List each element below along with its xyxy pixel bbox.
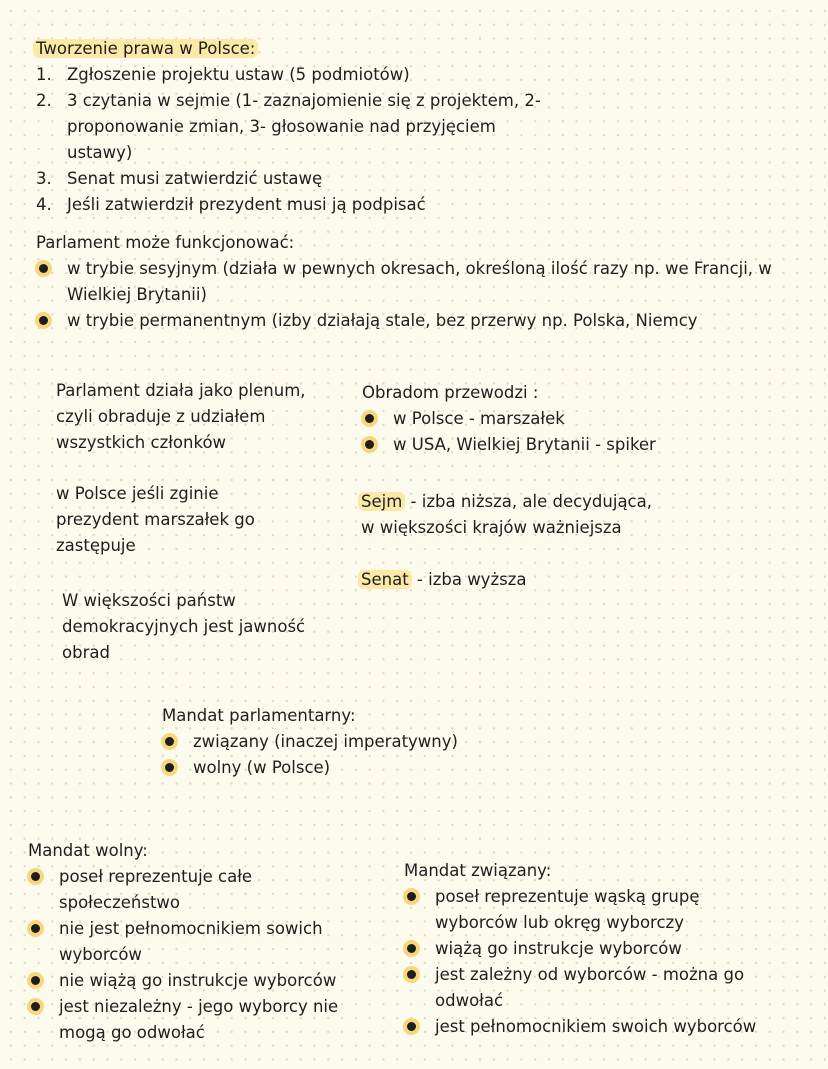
plenum-note: Parlament działa jako plenum, czyli obraduje z udziałem wszystkich członków bbox=[56, 381, 306, 452]
list-number: 2. bbox=[36, 91, 52, 110]
list-item-text: nie wiążą go instrukcje wyborców bbox=[59, 971, 337, 990]
list-item-text: jest pełnomocnikiem swoich wyborców bbox=[435, 1017, 757, 1036]
list-item-text: poseł reprezentuje wąską grupę bbox=[435, 887, 700, 906]
list-item-text: Senat musi zatwierdzić ustawę bbox=[67, 169, 323, 188]
list-item-text: związany (inaczej imperatywny) bbox=[193, 732, 458, 751]
list-item-text: odwołać bbox=[435, 991, 504, 1010]
sejm-term: Sejm bbox=[358, 492, 405, 511]
bound-mandate-item bbox=[404, 884, 804, 936]
list-item-text: Jeśli zatwierdził prezydent musi ją podpisać bbox=[67, 195, 426, 214]
bullet-dot-icon bbox=[31, 924, 40, 933]
list-item-text: w trybie permanentnym (izby działają stale, bez przerwy np. Polska, Niemcy bbox=[67, 311, 698, 330]
bullet-dot-icon bbox=[365, 414, 374, 423]
list-item-text: jest zależny od wyborców - można go bbox=[435, 965, 745, 984]
bullet-dot-icon bbox=[407, 892, 416, 901]
bound-mandate-item bbox=[404, 962, 804, 1014]
free-mandate-item bbox=[28, 916, 388, 968]
lawmaking-section bbox=[36, 36, 596, 218]
bound-mandate-item bbox=[404, 936, 804, 962]
list-item-text: Wielkiej Brytanii) bbox=[67, 285, 207, 304]
list-item-text: wolny (w Polsce) bbox=[193, 758, 331, 777]
mandate-type-item bbox=[162, 755, 502, 781]
list-item-text: mogą go odwołać bbox=[59, 1023, 205, 1042]
list-item-text: wyborców bbox=[59, 945, 142, 964]
parliament-modes-section bbox=[36, 230, 806, 334]
list-item-text: poseł reprezentuje całe bbox=[59, 867, 253, 886]
bullet-dot-icon bbox=[31, 976, 40, 985]
free-mandate-section bbox=[28, 838, 388, 1046]
parliament-mode-item bbox=[36, 256, 806, 308]
bullet-dot-icon bbox=[165, 763, 174, 772]
bullet-dot-icon bbox=[365, 440, 374, 449]
list-number: 1. bbox=[36, 65, 52, 84]
bullet-dot-icon bbox=[407, 1022, 416, 1031]
list-item-text: społeczeństwo bbox=[59, 893, 181, 912]
bullet-dot-icon bbox=[31, 872, 40, 881]
mandate-types-section bbox=[162, 703, 502, 781]
free-mandate-title: Mandat wolny: bbox=[28, 841, 148, 860]
openness-note: W większości państw demokracyjnych jest jawność obrad bbox=[62, 591, 306, 662]
bullet-dot-icon bbox=[39, 264, 48, 273]
lawmaking-item-1 bbox=[36, 62, 596, 88]
parliament-mode-item bbox=[36, 308, 806, 334]
list-item-text: ustawy) bbox=[67, 143, 133, 162]
bullet-dot-icon bbox=[407, 970, 416, 979]
mandate-type-item bbox=[162, 729, 502, 755]
bound-mandate-title: Mandat związany: bbox=[404, 861, 552, 880]
senat-note: Senat - izba wyższa bbox=[361, 567, 661, 593]
presiding-item bbox=[362, 432, 722, 458]
presiding-title: Obradom przewodzi : bbox=[362, 383, 539, 402]
free-mandate-item bbox=[28, 994, 388, 1046]
bound-mandate-item bbox=[404, 1014, 804, 1040]
list-item-text: jest niezależny - jego wyborcy nie bbox=[59, 997, 339, 1016]
presiding-section bbox=[362, 380, 722, 458]
list-number: 3. bbox=[36, 169, 52, 188]
list-item-text: proponowanie zmian, 3- głosowanie nad przyjęciem bbox=[67, 117, 496, 136]
presiding-item bbox=[362, 406, 722, 432]
free-mandate-item bbox=[28, 968, 388, 994]
list-item-text: Zgłoszenie projektu ustaw (5 podmiotów) bbox=[67, 65, 410, 84]
list-item-text: w USA, Wielkiej Brytanii - spiker bbox=[393, 435, 656, 454]
president-note: w Polsce jeśli zginie prezydent marszałek go zastępuje bbox=[56, 484, 255, 555]
list-item-text: w trybie sesyjnym (działa w pewnych okresach, określoną ilość razy np. we Francji, w bbox=[67, 259, 772, 278]
mandate-types-title: Mandat parlamentarny: bbox=[162, 706, 356, 725]
list-item-text: 3 czytania w sejmie (1- zaznajomienie się z projektem, 2- bbox=[67, 91, 541, 110]
lawmaking-item-2 bbox=[36, 88, 596, 166]
lawmaking-item-4 bbox=[36, 192, 596, 218]
list-item-text: wiążą go instrukcje wyborców bbox=[435, 939, 682, 958]
list-number: 4. bbox=[36, 195, 52, 214]
bullet-dot-icon bbox=[165, 737, 174, 746]
bullet-dot-icon bbox=[31, 1002, 40, 1011]
lawmaking-item-3 bbox=[36, 166, 596, 192]
lawmaking-title: Tworzenie prawa w Polsce: bbox=[36, 36, 596, 62]
list-item-text: nie jest pełnomocnikiem sowich bbox=[59, 919, 323, 938]
list-item-text: w Polsce - marszałek bbox=[393, 409, 565, 428]
senat-term: Senat bbox=[358, 570, 412, 589]
bound-mandate-section bbox=[404, 858, 804, 1040]
bullet-dot-icon bbox=[407, 944, 416, 953]
list-item-text: wyborców lub okręg wyborczy bbox=[435, 913, 684, 932]
bullet-dot-icon bbox=[39, 316, 48, 325]
sejm-note: Sejm - izba niższa, ale decydująca, w większości krajów ważniejsza bbox=[361, 489, 691, 541]
free-mandate-item bbox=[28, 864, 388, 916]
parliament-modes-title: Parlament może funkcjonować: bbox=[36, 233, 295, 252]
